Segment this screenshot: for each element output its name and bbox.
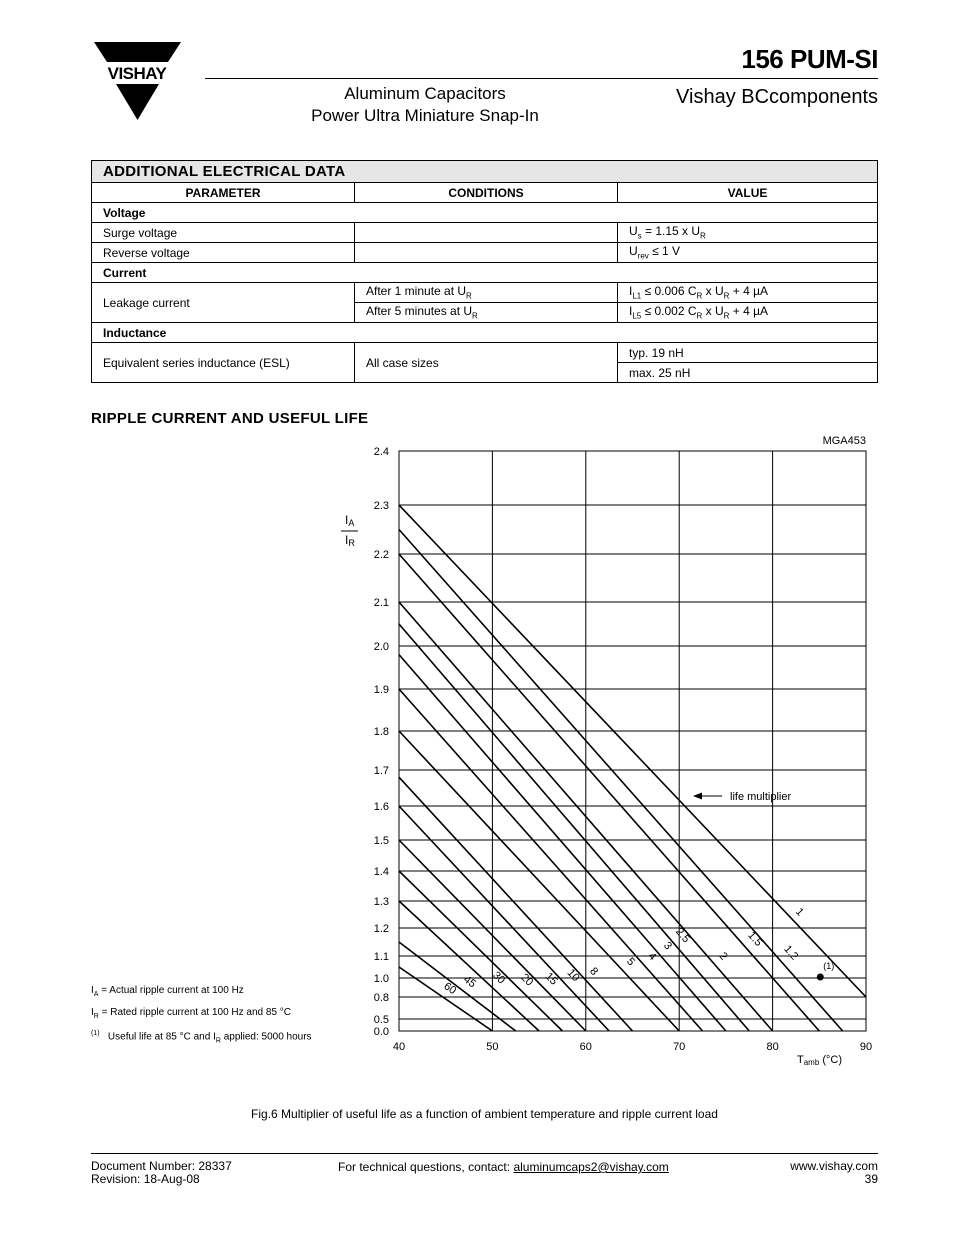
x-tick-label: 90 xyxy=(859,1041,873,1053)
footer-site xyxy=(790,1160,878,1186)
y-axis-label xyxy=(341,513,358,548)
life-label-4: 4 xyxy=(645,950,659,963)
note-useful-life: $^{(1)}$ Useful life at 85 °C and $I_R$ applied: 5000 hours xyxy=(91,1030,312,1045)
life-line-30 xyxy=(399,901,539,1031)
footer-doc-info xyxy=(91,1160,232,1186)
section-current: Current xyxy=(92,263,878,283)
life-line-8 xyxy=(399,777,633,1031)
y-tick-label: 2.4 xyxy=(373,446,389,458)
marker-label: (1) xyxy=(823,961,835,971)
life-line-5 xyxy=(399,731,679,1031)
rated-point-marker xyxy=(817,974,824,981)
x-tick-label: 40 xyxy=(392,1041,406,1053)
section-voltage: Voltage xyxy=(92,203,878,223)
life-label-3: 3 xyxy=(661,939,675,953)
y-tick-label: 1.9 xyxy=(373,684,389,696)
contact-email-link[interactable]: aluminumcaps2@vishay.com xyxy=(513,1160,669,1174)
svg-text:IR: IR xyxy=(345,533,355,548)
document-title: 156 PUM-SI xyxy=(741,44,878,74)
chart-notes xyxy=(91,982,312,1050)
life-label-10: 10 xyxy=(564,966,582,985)
y-tick-label: 1.1 xyxy=(373,951,389,963)
section-inductance: Inductance xyxy=(92,323,878,343)
brand-name: Vishay BCcomponents xyxy=(676,86,878,108)
y-tick-label: 0.0 xyxy=(373,1026,389,1038)
y-tick-label: 1.7 xyxy=(373,765,389,777)
x-tick-label: 50 xyxy=(486,1041,499,1053)
contact-prefix: For technical questions, contact: xyxy=(338,1160,514,1174)
table-title: ADDITIONAL ELECTRICAL DATA xyxy=(92,161,878,183)
life-label-5: 5 xyxy=(624,955,638,969)
cond-esl: All case sizes xyxy=(355,343,618,383)
value-leakage-5min: $I_{L5} \le 0.002$ $C_R$ x $U_R + 4$ µA xyxy=(618,303,878,323)
plot-frame xyxy=(399,451,866,1031)
website-link[interactable]: www.vishay.com xyxy=(790,1159,878,1173)
cond-leakage-5min: After 5 minutes at $U_R$ xyxy=(355,303,618,323)
figure-caption: Fig.6 Multiplier of useful life as a function of ambient temperature and ripple current load xyxy=(251,1107,718,1121)
subtitle-line-1: Aluminum Capacitors xyxy=(344,84,506,103)
life-label-30: 30 xyxy=(490,969,508,987)
y-tick-label: 2.3 xyxy=(373,500,389,512)
logo-text: VISHAY xyxy=(107,64,167,83)
y-tick-label: 1.3 xyxy=(373,896,389,908)
param-surge-voltage: Surge voltage xyxy=(92,223,355,243)
footer-contact xyxy=(338,1160,669,1174)
life-line-20 xyxy=(399,871,562,1031)
y-tick-label: 1.6 xyxy=(373,801,389,813)
figure-id: MGA453 xyxy=(822,435,866,447)
revision-date: Revision: 18-Aug-08 xyxy=(91,1172,200,1186)
life-label-8: 8 xyxy=(587,965,601,978)
annotation-text: life multiplier xyxy=(730,791,792,803)
y-tick-label: 1.2 xyxy=(373,923,389,935)
y-tick-label: 2.2 xyxy=(373,549,389,561)
y-tick-label: 2.0 xyxy=(373,641,389,653)
life-label-1-5: 1.5 xyxy=(745,929,765,949)
life-label-1: 1 xyxy=(793,905,806,919)
document-number: Document Number: 28337 xyxy=(91,1159,232,1173)
x-tick-label: 60 xyxy=(579,1041,592,1053)
life-label-2: 2 xyxy=(716,950,730,963)
cond-leakage-1min: After 1 minute at $U_R$ xyxy=(355,283,618,303)
section-title: RIPPLE CURRENT AND USEFUL LIFE xyxy=(91,410,369,427)
life-multiplier-annotation xyxy=(693,791,791,803)
footer-rule xyxy=(91,1153,878,1154)
y-tick-label: 0.8 xyxy=(373,992,389,1004)
life-label-60: 60 xyxy=(441,980,459,998)
y-tick-label: 1.5 xyxy=(373,835,389,847)
life-label-15: 15 xyxy=(542,970,560,988)
param-reverse-voltage: Reverse voltage xyxy=(92,243,355,263)
page-number: 39 xyxy=(864,1172,878,1186)
value-esl-max: max. 25 nH xyxy=(618,363,878,383)
value-reverse-voltage: $U_{rev} \le 1$ V xyxy=(618,243,878,263)
value-esl-typ: typ. 19 nH xyxy=(618,343,878,363)
note-ia: $I_A$ = Actual ripple current at 100 Hz xyxy=(91,985,244,998)
value-leakage-1min: $I_{L1} \le 0.006$ $C_R$ x $U_R + 4$ µA xyxy=(618,283,878,303)
column-header-conditions: CONDITIONS xyxy=(355,183,618,203)
y-tick-label: 0.5 xyxy=(373,1014,389,1026)
svg-text:IA: IA xyxy=(345,513,355,528)
param-esl: Equivalent series inductance (ESL) xyxy=(92,343,355,383)
life-label-2-5: 2.5 xyxy=(672,925,693,946)
column-header-parameter: PARAMETER xyxy=(92,183,355,203)
life-label-20: 20 xyxy=(518,971,536,989)
column-header-value: VALUE xyxy=(618,183,878,203)
value-surge-voltage: $U_s = 1.15$ x $U_R$ xyxy=(618,223,878,243)
y-tick-label: 2.1 xyxy=(373,597,389,609)
y-tick-label: 1.8 xyxy=(373,726,389,738)
x-axis-label: Tamb (°C) xyxy=(796,1054,842,1067)
life-label-1-2: 1.2 xyxy=(781,943,801,963)
note-ir: $I_R$ = Rated ripple current at 100 Hz and 85 °C xyxy=(91,1006,292,1020)
x-tick-label: 70 xyxy=(673,1041,686,1053)
param-leakage-current: Leakage current xyxy=(92,283,355,323)
life-label-45: 45 xyxy=(461,973,479,991)
y-tick-label: 1.4 xyxy=(373,866,389,878)
y-tick-label: 1.0 xyxy=(373,973,389,985)
x-tick-label: 80 xyxy=(766,1041,779,1053)
subtitle-line-2: Power Ultra Miniature Snap-In xyxy=(311,106,539,125)
